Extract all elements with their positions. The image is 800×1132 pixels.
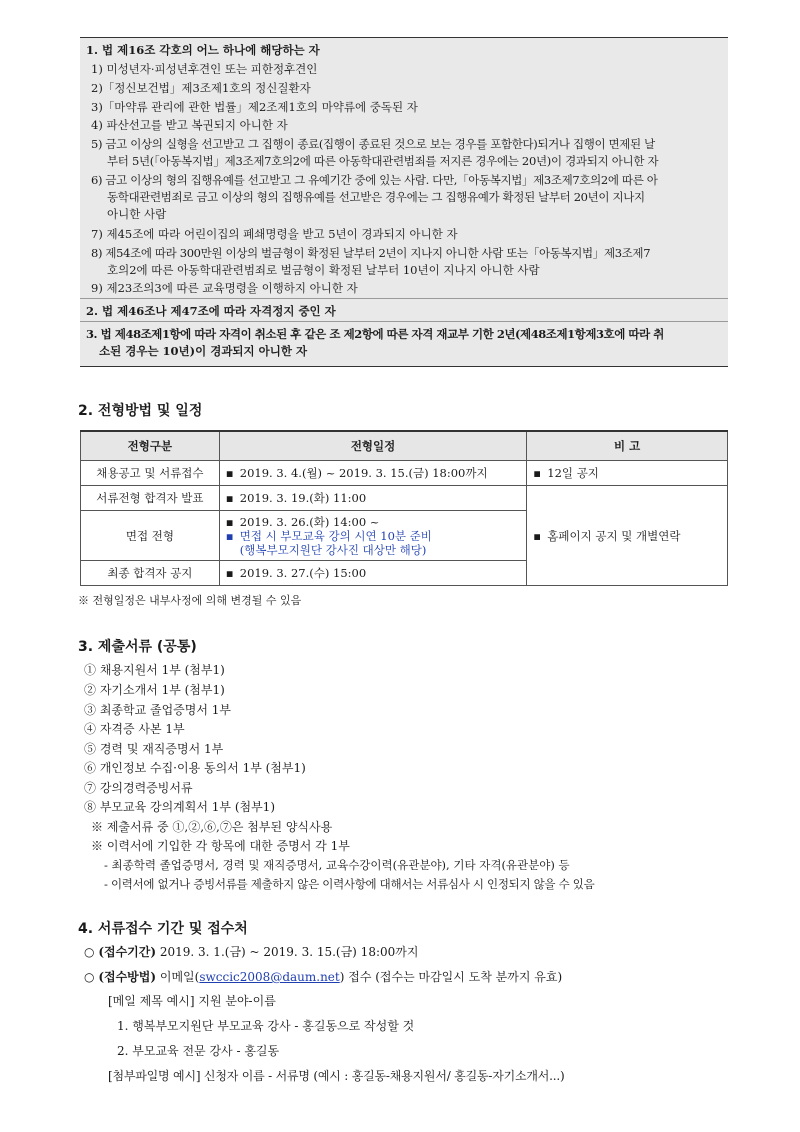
- table-row: [81, 486, 728, 511]
- document-item: ⑥ 개인정보 수집·이용 동의서 1부 (첨부1): [84, 761, 306, 775]
- document-item: ③ 최종학교 졸업증명서 1부: [84, 703, 231, 717]
- table-header: 전형구분: [81, 431, 220, 461]
- table-cell-note: ▪ 12일 공지: [527, 461, 728, 486]
- schedule-table: [80, 430, 728, 586]
- bullet-icon: ▪: [225, 514, 234, 529]
- divider: [80, 321, 728, 322]
- bullet-icon: ▪: [225, 466, 234, 480]
- disq-item: 1) 미성년자·피성년후견인 또는 피한정후견인: [91, 62, 318, 76]
- table-row: [81, 461, 728, 486]
- table-cell-schedule: ▪ 2019. 3. 19.(화) 11:00: [219, 486, 527, 511]
- attachment-name-example: [첨부파일명 예시] 신청자 이름 - 서류명 (예시 : 홍길동-채용지원서/ 홍길동-자기소개서...): [108, 1069, 565, 1083]
- disq-item: 4) 파산선고를 받고 복권되지 아니한 자: [91, 118, 288, 132]
- disq-item: 9) 제23조의3에 따른 교육명령을 이행하지 아니한 자: [91, 281, 358, 295]
- table-header: 전형일정: [219, 431, 527, 461]
- section-title-submission: 4. 서류접수 기간 및 접수처: [78, 921, 248, 937]
- document-item: ⑦ 강의경력증빙서류: [84, 781, 193, 795]
- section-title-schedule: 2. 전형방법 및 일정: [78, 403, 203, 419]
- disq-item: 6) 금고 이상의 형의 집행유예를 선고받고 그 유예기간 중에 있는 사람. 다만,「아동복지법」제3조제7호의2에 따른 아: [91, 173, 658, 187]
- circle-bullet-icon: ○: [84, 970, 95, 984]
- submission-method: ○ (접수방법) 이메일(swccic2008@daum.net) 접수 (접수는 마감일시 도착 분까지 유효): [84, 970, 563, 984]
- schedule-footnote: ※ 전형일정은 내부사정에 의해 변경될 수 있음: [78, 594, 302, 607]
- circle-bullet-icon: ○: [84, 945, 95, 959]
- bullet-icon: ▪: [225, 491, 234, 505]
- disq-heading-1: 1. 법 제16조 각호의 어느 하나에 해당하는 자: [86, 43, 320, 57]
- email-link[interactable]: swccic2008@daum.net: [199, 970, 340, 984]
- document-item: ④ 자격증 사본 1부: [84, 722, 185, 736]
- disq-item: 7) 제45조에 따라 어린이집의 폐쇄명령을 받고 5년이 경과되지 아니한 자: [91, 227, 458, 241]
- disq-heading-3-cont: 소된 경우는 10년)이 경과되지 아니한 자: [99, 344, 308, 358]
- table-cell-note-merged: ▪ 홈페이지 공지 및 개별연락: [527, 486, 728, 586]
- document-item: ① 채용지원서 1부 (첨부1): [84, 663, 225, 677]
- bullet-icon: ▪: [533, 528, 542, 543]
- submission-period: ○ (접수기간) 2019. 3. 1.(금) ~ 2019. 3. 15.(금) 18:00까지: [84, 945, 419, 959]
- disq-item: 8) 제54조에 따라 300만원 이상의 벌금형이 확정된 날부터 2년이 지나지 아니한 사람 또는「아동복지법」제3조제7: [91, 246, 651, 260]
- document-item: ⑤ 경력 및 재직증명서 1부: [84, 742, 224, 756]
- table-cell-schedule: ▪ 2019. 3. 4.(월) ~ 2019. 3. 15.(금) 18:00까지: [219, 461, 527, 486]
- disq-item: 2)「정신보건법」제3조제1호의 정신질환자: [91, 81, 311, 95]
- document-note: ※ 제출서류 중 ①,②,⑥,⑦은 첨부된 양식사용: [91, 820, 333, 834]
- table-cell-type: 최종 합격자 공지: [81, 561, 220, 586]
- disq-item: 3)「마약류 관리에 관한 법률」제2조제1호의 마약류에 중독된 자: [91, 100, 418, 114]
- table-header: 비 고: [527, 431, 728, 461]
- disq-item-cont: 아니한 사람: [107, 207, 167, 221]
- mail-example-2: 2. 부모교육 전문 강사 - 홍길동: [117, 1044, 280, 1058]
- document-note-detail: - 최종학력 졸업증명서, 경력 및 재직증명서, 교육수강이력(유관분야), 기타 자격(유관분야) 등: [104, 858, 570, 872]
- disq-heading-3: 3. 법 제48조제1항에 따라 자격이 취소된 후 같은 조 제2항에 따른 자격 재교부 기한 2년(제48조제1항제3호에 따라 취: [86, 327, 664, 341]
- document-note-detail: - 이력서에 없거나 증빙서류를 제출하지 않은 이력사항에 대해서는 서류심사 시 인정되지 않을 수 있음: [104, 877, 595, 891]
- disq-item-cont: 호의2에 따른 아동학대관련범죄로 벌금형이 확정된 날부터 10년이 지나지 아니한 사람: [107, 263, 540, 277]
- table-cell-type: 면접 전형: [81, 511, 220, 561]
- table-cell-schedule: ▪ 2019. 3. 26.(화) 14:00 ~ ▪ 면접 시 부모교육 강의 시연 10분 준비 (행복부모지원단 강사진 대상만 해당): [219, 511, 527, 561]
- disq-heading-2: 2. 법 제46조나 제47조에 따라 자격정지 중인 자: [86, 304, 336, 318]
- document-note: ※ 이력서에 기입한 각 항목에 대한 증명서 각 1부: [91, 839, 350, 853]
- table-cell-type: 채용공고 및 서류접수: [81, 461, 220, 486]
- divider: [80, 298, 728, 299]
- document-item: ② 자기소개서 1부 (첨부1): [84, 683, 225, 697]
- table-header-row: [81, 431, 728, 461]
- table-cell-type: 서류전형 합격자 발표: [81, 486, 220, 511]
- disq-item: 5) 금고 이상의 실형을 선고받고 그 집행이 종료(집행이 종료된 것으로 보는 경우를 포함한다)되거나 집행이 면제된 날: [91, 137, 655, 151]
- mail-example-1: 1. 행복부모지원단 부모교육 강사 - 홍길동으로 작성할 것: [117, 1019, 415, 1033]
- disq-item-cont: 부터 5년(「아동복지법」제3조제7호의2에 따른 아동학대관련범죄를 저지른 경우에는 20년)이 경과되지 아니한 자: [107, 154, 659, 168]
- bullet-icon: ▪: [533, 466, 542, 480]
- bullet-icon: ▪: [225, 566, 234, 580]
- table-cell-schedule: ▪ 2019. 3. 27.(수) 15:00: [219, 561, 527, 586]
- disq-item-cont: 동학대관련범죄로 금고 이상의 형의 집행유예를 선고받은 경우에는 그 집행유예가 확정된 날부터 20년이 지나지: [107, 190, 645, 204]
- document-item: ⑧ 부모교육 강의계획서 1부 (첨부1): [84, 800, 275, 814]
- mail-title-example: [메일 제목 예시] 지원 분야-이름: [108, 994, 276, 1008]
- bullet-icon: ▪: [225, 528, 234, 543]
- section-title-documents: 3. 제출서류 (공통): [78, 639, 197, 655]
